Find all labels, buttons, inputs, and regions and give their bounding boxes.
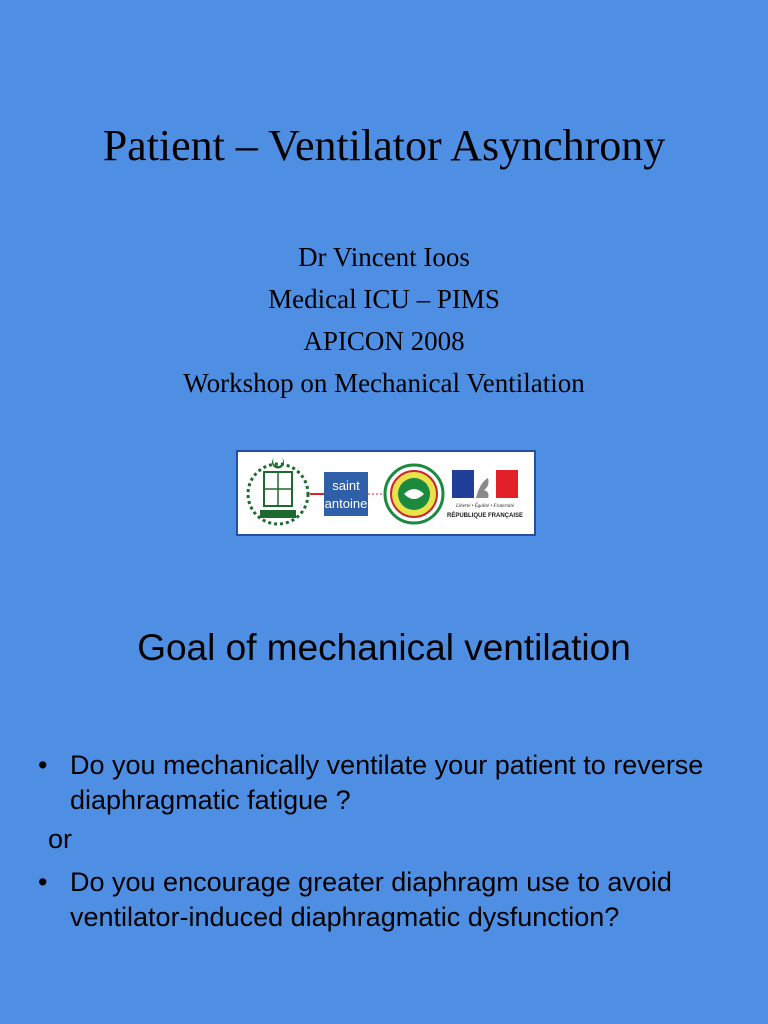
saint-antoine-line1: saint <box>332 478 360 493</box>
author-name: Dr Vincent Ioos <box>298 242 470 272</box>
republique-motto: Liberté • Égalité • Fraternité <box>456 504 514 509</box>
byline <box>0 236 768 404</box>
pakistan-emblem-logo <box>248 458 308 524</box>
bullet-icon: • <box>38 867 48 897</box>
question-list <box>38 748 738 935</box>
logo-strip <box>236 450 536 536</box>
question-1-text: Do you mechanically ventilate your patient to reverse diaphragmatic fatigue ? <box>70 750 704 815</box>
saint-antoine-logo <box>310 472 384 516</box>
saint-antoine-line2: antoine <box>324 496 368 511</box>
question-2-text: Do you encourage greater diaphragm use to avoid ventilator-induced diaphragmatic dysfunction? <box>70 867 672 932</box>
workshop-name: Workshop on Mechanical Ventilation <box>183 368 585 398</box>
medical-institute-seal-logo <box>385 465 443 523</box>
conference-name: APICON 2008 <box>303 326 465 356</box>
republique-francaise-logo <box>447 470 523 519</box>
bullet-icon: • <box>38 750 48 780</box>
republique-name: RÉPUBLIQUE FRANÇAISE <box>446 513 524 519</box>
connector-text: or <box>48 824 73 854</box>
list-item <box>38 748 738 818</box>
author-affiliation: Medical ICU – PIMS <box>268 284 500 314</box>
list-item <box>38 865 738 935</box>
section-title: Goal of mechanical ventilation <box>137 627 631 668</box>
slide-title: Patient – Ventilator Asynchrony <box>102 121 666 170</box>
